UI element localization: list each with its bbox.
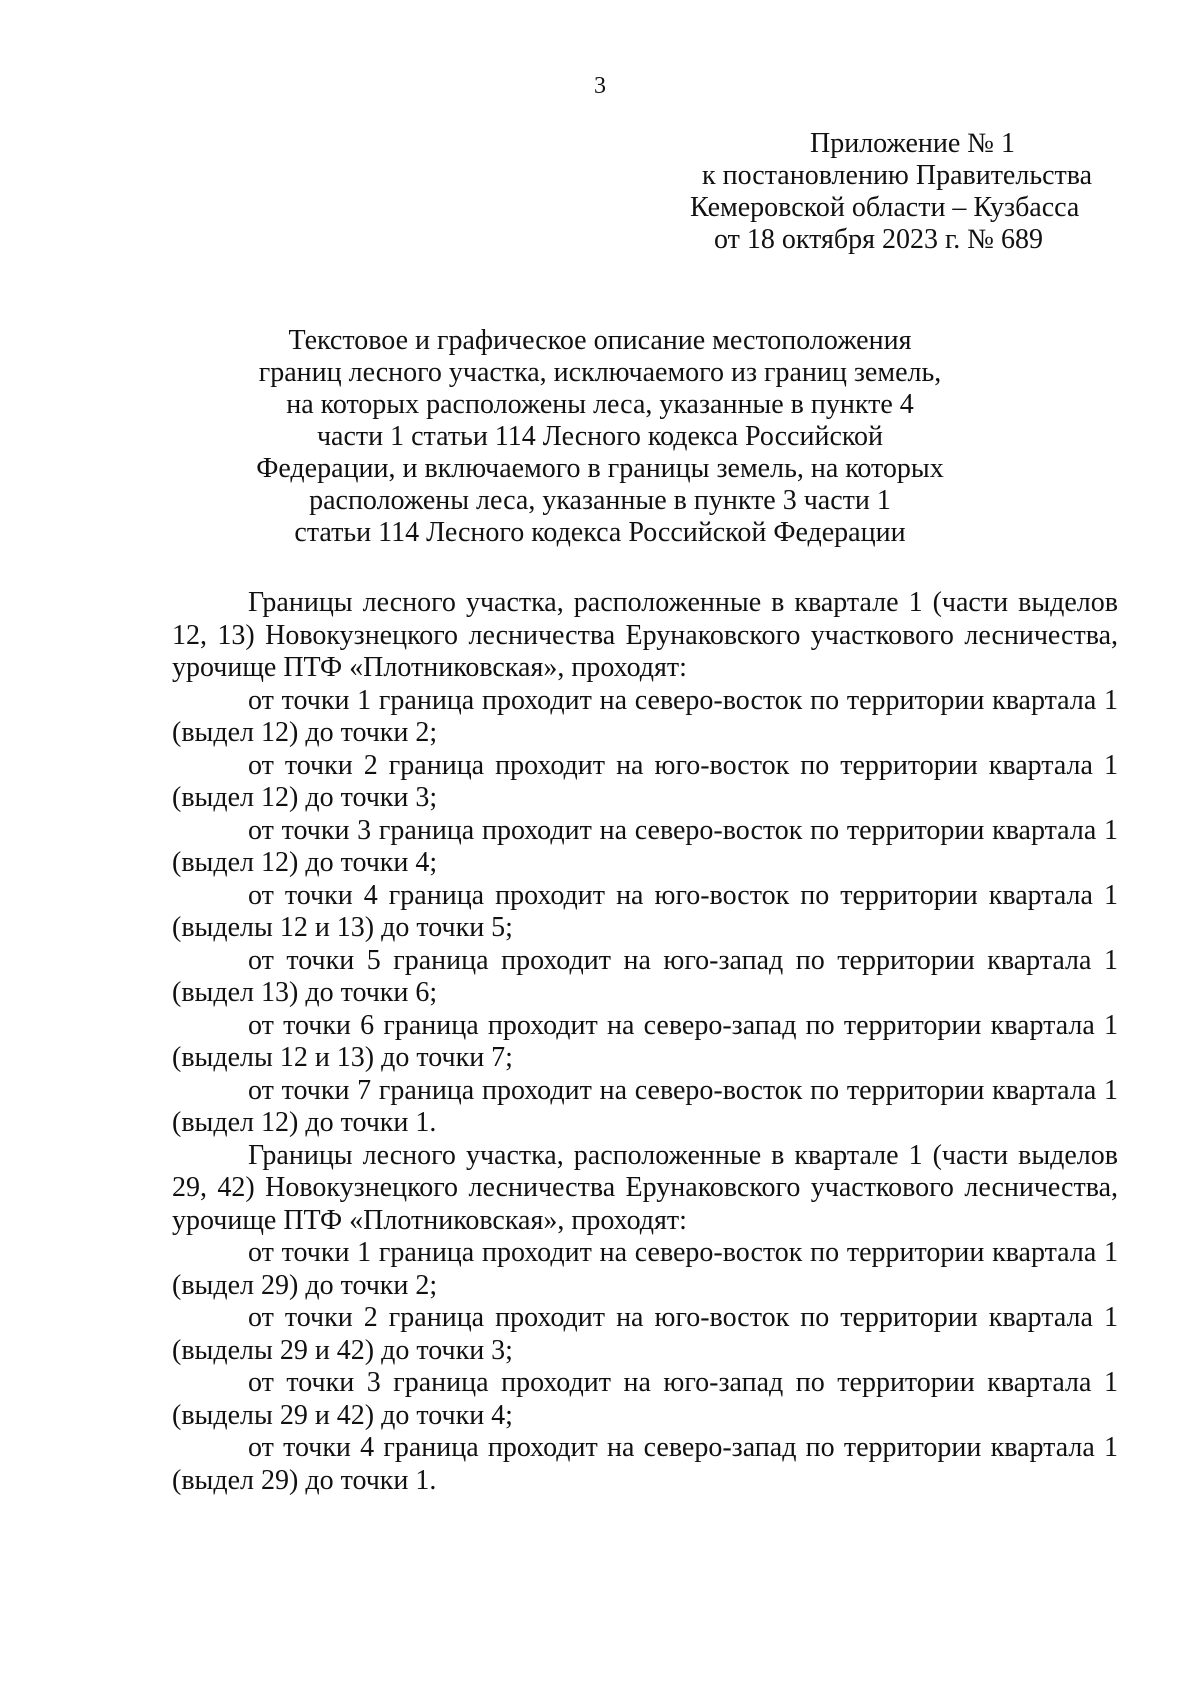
- boundary-paragraph: от точки 1 граница проходит на северо-восток по территории квартала 1 (выдел 12) до точки 2;: [172, 684, 1118, 748]
- appendix-header: [690, 128, 1130, 256]
- boundary-paragraph: от точки 4 граница проходит на юго-восток по территории квартала 1 (выделы 12 и 13) до точки 5;: [172, 879, 1118, 943]
- boundary-paragraph: от точки 2 граница проходит на юго-восток по территории квартала 1 (выделы 29 и 42) до точки 3;: [172, 1302, 1118, 1366]
- title-line: на которых расположены леса, указанные в пункте 4: [286, 389, 914, 420]
- boundary-paragraph: от точки 3 граница проходит на северо-восток по территории квартала 1 (выдел 12) до точки 4;: [172, 814, 1118, 878]
- document-title: [160, 325, 1040, 549]
- boundary-paragraph: от точки 1 граница проходит на северо-восток по территории квартала 1 (выдел 29) до точки 2;: [172, 1237, 1118, 1301]
- title-line: границ лесного участка, исключаемого из границ земель,: [258, 357, 942, 388]
- title-line: Федерации, и включаемого в границы земель, на которых: [256, 453, 944, 484]
- appendix-label: Приложение № 1: [810, 128, 1015, 159]
- boundary-paragraph: от точки 6 граница проходит на северо-запад по территории квартала 1 (выделы 12 и 13) до точки 7;: [172, 1009, 1118, 1073]
- boundary-paragraph: от точки 7 граница проходит на северо-восток по территории квартала 1 (выдел 12) до точки 1.: [172, 1074, 1118, 1138]
- appendix-date-number: от 18 октября 2023 г. № 689: [714, 224, 1044, 255]
- boundary-paragraph: от точки 3 граница проходит на юго-запад по территории квартала 1 (выделы 29 и 42) до точки 4;: [172, 1367, 1118, 1431]
- title-line: части 1 статьи 114 Лесного кодекса Российской: [316, 421, 884, 452]
- section-intro-paragraph: Границы лесного участка, расположенные в квартале 1 (части выделов 12, 13) Новокузнецкого лесничества Ерунаковского участкового лесничества, урочище ПТФ «Плотниковская», проходят:: [172, 587, 1118, 683]
- section-intro-paragraph: Границы лесного участка, расположенные в квартале 1 (части выделов 29, 42) Новокузнецкого лесничества Ерунаковского участкового лесничества, урочище ПТФ «Плотниковская», проходят:: [172, 1139, 1118, 1236]
- boundary-paragraph: от точки 2 граница проходит на юго-восток по территории квартала 1 (выдел 12) до точки 3;: [172, 749, 1118, 813]
- document-body: [172, 587, 1118, 1497]
- page-number: 3: [594, 73, 606, 99]
- appendix-resolution-ref: к постановлению Правительства: [702, 160, 1093, 191]
- appendix-region: Кемеровской области – Кузбасса: [690, 192, 1080, 223]
- title-line: расположены леса, указанные в пункте 3 части 1: [309, 485, 891, 516]
- boundary-paragraph: от точки 4 граница проходит на северо-запад по территории квартала 1 (выдел 29) до точки 1.: [172, 1432, 1118, 1496]
- title-line: статьи 114 Лесного кодекса Российской Федерации: [294, 517, 906, 548]
- title-line: Текстовое и графическое описание местоположения: [288, 325, 912, 356]
- boundary-paragraph: от точки 5 граница проходит на юго-запад по территории квартала 1 (выдел 13) до точки 6;: [172, 944, 1118, 1008]
